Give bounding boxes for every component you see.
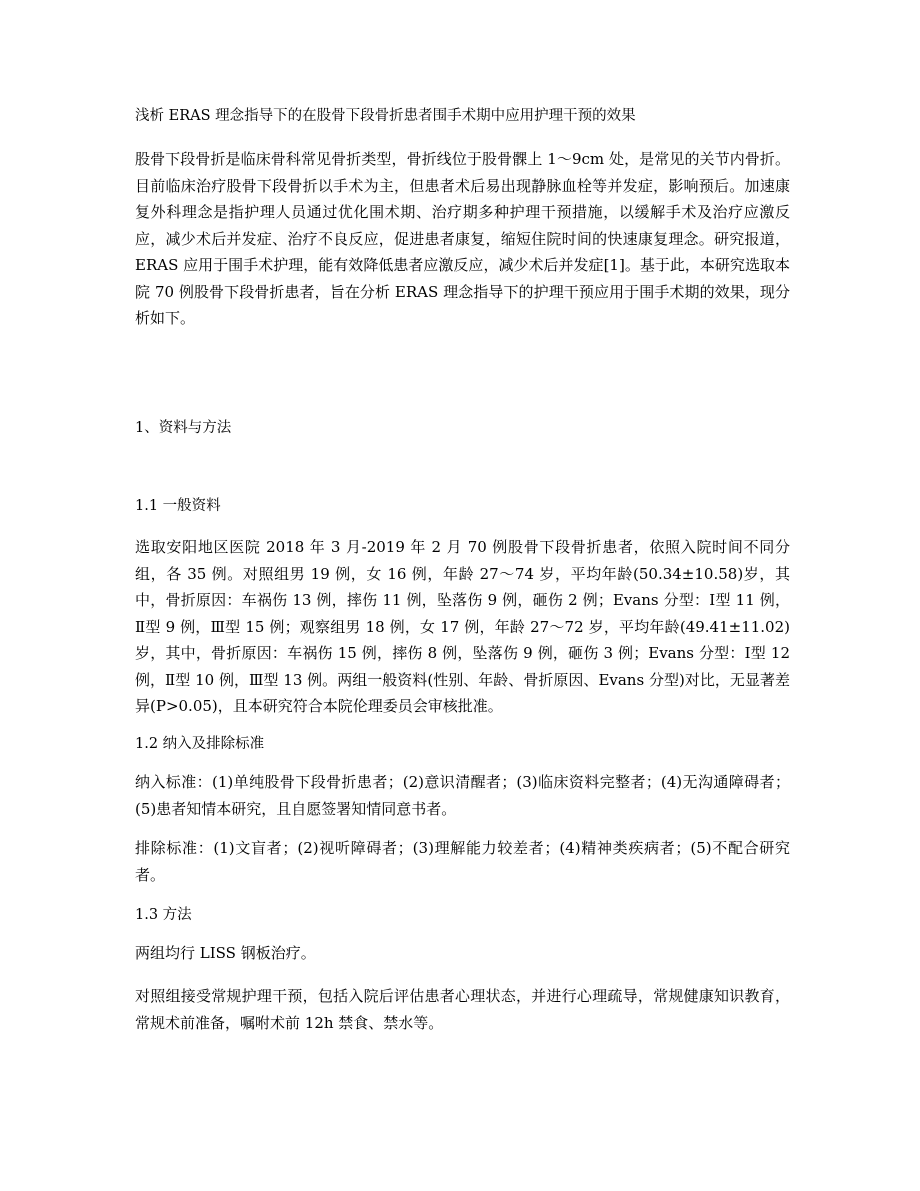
intro-paragraph: 股骨下段骨折是临床骨科常见骨折类型，骨折线位于股骨髁上 1～9cm 处，是常见的关节内骨折。目前临床治疗股骨下段骨折以手术为主，但患者术后易出现静脉血栓等并发症，影响预后。加速康复外科理念是指护理人员通过优化围术期、治疗期多种护理干预措施，以缓解手术及治疗应激反应，减少术后并发症、治疗不良反应，促进患者康复，缩短住院时间的快速康复理念。研究报道，ERAS 应用于围手术护理，能有效降低患者应激反应，减少术后并发症[1]。基于此，本研究选取本院 70 例股骨下段骨折患者，旨在分析 ERAS 理念指导下的护理干预应用于围手术期的效果，现分析如下。	[135, 150, 790, 327]
section-1-heading: 1、资料与方法	[135, 420, 232, 436]
inclusion-criteria-paragraph: 纳入标准：(1)单纯股骨下段骨折患者；(2)意识清醒者；(3)临床资料完整者；(4)无沟通障碍者；(5)患者知情本研究，且自愿签署知情同意书者。	[135, 773, 790, 818]
method-both-groups-paragraph: 两组均行 LISS 钢板治疗。	[135, 944, 316, 962]
method-control-group-paragraph: 对照组接受常规护理干预，包括入院后评估患者心理状态，并进行心理疏导，常规健康知识教育，常规术前准备，嘱咐术前 12h 禁食、禁水等。	[135, 987, 790, 1032]
section-1-1-paragraph: 选取安阳地区医院 2018 年 3 月-2019 年 2 月 70 例股骨下段骨折患者，依照入院时间不同分组，各 35 例。对照组男 19 例，女 16 例，年龄 27～74 岁，平均年龄(50.34±10.58)岁，其中，骨折原因：车祸伤 13 例，摔伤 11 例，坠落伤 9 例，砸伤 2 例；Evans 分型：Ⅰ型 11 例，Ⅱ型 9 例，Ⅲ型 15 例；观察组男 18 例，女 17 例，年龄 27～72 岁，平均年龄(49.41±11.02)岁，其中，骨折原因：车祸伤 15 例，摔伤 8 例，坠落伤 9 例，砸伤 3 例；Evans 分型：Ⅰ型 12 例，Ⅱ型 10 例，Ⅲ型 13 例。两组一般资料(性别、年龄、骨折原因、Evans 分型)对比，无显著差异(P>0.05)，且本研究符合本院伦理委员会审核批准。	[135, 538, 790, 715]
section-1-1-heading: 1.1 一般资料	[135, 498, 221, 514]
section-1-3-heading: 1.3 方法	[135, 907, 192, 923]
exclusion-criteria-paragraph: 排除标准：(1)文盲者；(2)视听障碍者；(3)理解能力较差者；(4)精神类疾病者；(5)不配合研究者。	[135, 839, 790, 884]
document-title: 浅析 ERAS 理念指导下的在股骨下段骨折患者围手术期中应用护理干预的效果	[135, 108, 636, 124]
section-1-2-heading: 1.2 纳入及排除标准	[135, 736, 265, 752]
